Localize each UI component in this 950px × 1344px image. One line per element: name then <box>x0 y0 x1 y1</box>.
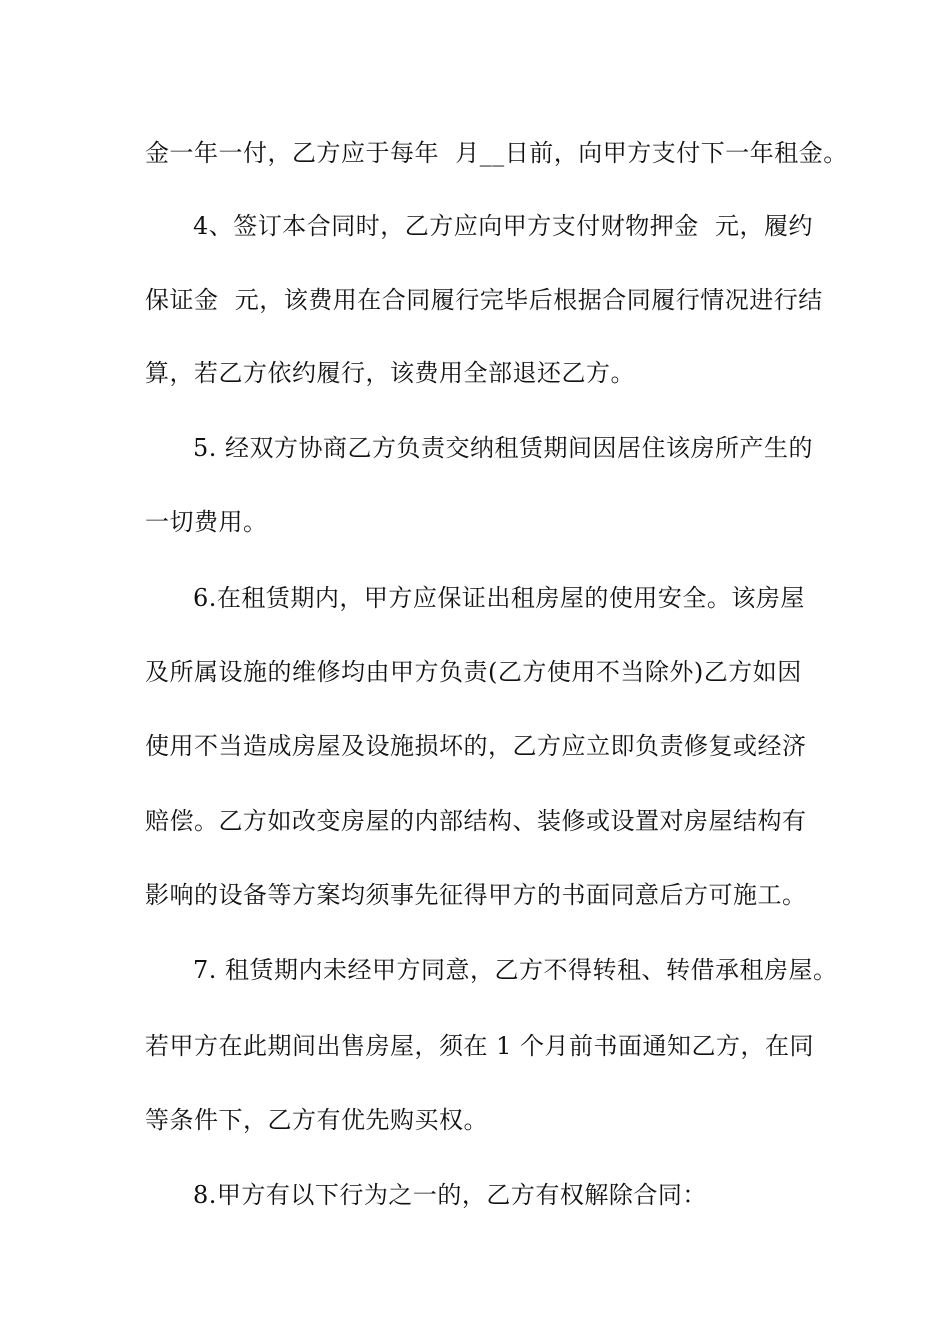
text-line: 保证金 元，该费用在合同履行完毕后根据合同履行情况进行结 <box>145 286 823 314</box>
paragraph-6-start: 6.在租赁期内，甲方应保证出租房屋的使用安全。该房屋 <box>193 584 805 612</box>
text-line: 及所属设施的维修均由甲方负责(乙方使用不当除外)乙方如因 <box>145 658 802 686</box>
paragraph-4-start: 4、签订本合同时，乙方应向甲方支付财物押金 元，履约 <box>193 212 814 240</box>
text-line: 赔偿。乙方如改变房屋的内部结构、装修或设置对房屋结构有 <box>145 807 807 835</box>
text-line: 算，若乙方依约履行，该费用全部退还乙方。 <box>145 359 635 387</box>
text-line: 等条件下，乙方有优先购买权。 <box>145 1106 488 1134</box>
text-line: 金一年一付，乙方应于每年 月__日前，向甲方支付下一年租金。 <box>145 139 848 167</box>
paragraph-7-start: 7. 租赁期内未经甲方同意，乙方不得转租、转借承租房屋。 <box>193 956 838 984</box>
text-line: 影响的设备等方案均须事先征得甲方的书面同意后方可施工。 <box>145 881 807 909</box>
text-line: 若甲方在此期间出售房屋，须在 1 个月前书面通知乙方，在同 <box>145 1032 815 1060</box>
text-line: 一切费用。 <box>145 508 268 536</box>
paragraph-5-start: 5. 经双方协商乙方负责交纳租赁期间因居住该房所产生的 <box>193 434 814 462</box>
text-line: 使用不当造成房屋及设施损坏的，乙方应立即负责修复或经济 <box>145 732 807 760</box>
paragraph-8-start: 8.甲方有以下行为之一的，乙方有权解除合同： <box>193 1181 707 1209</box>
